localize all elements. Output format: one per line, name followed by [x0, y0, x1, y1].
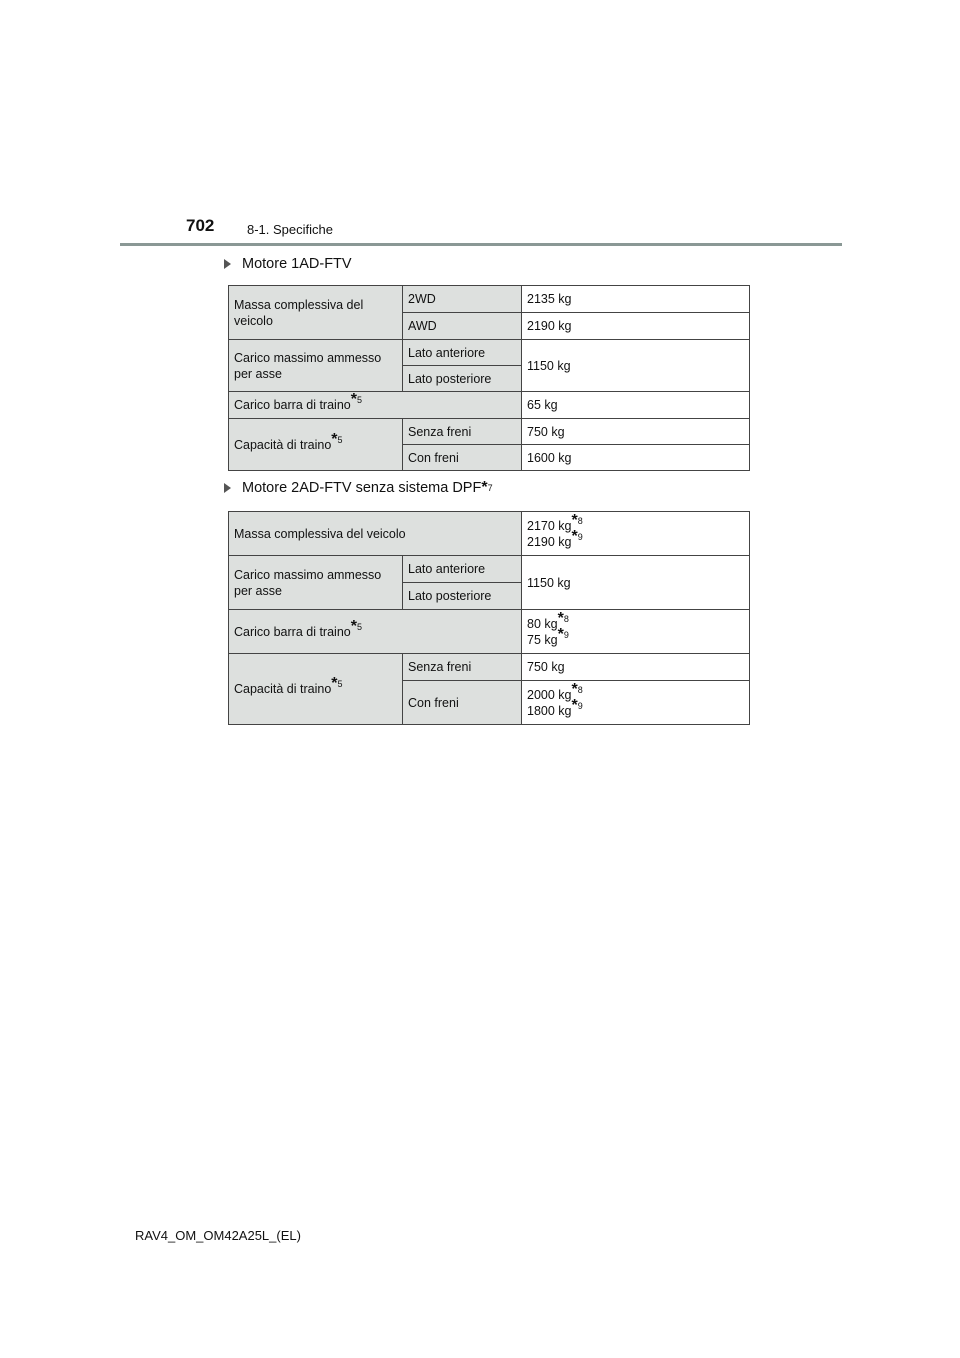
axle-rear-label: Lato posteriore	[403, 583, 522, 610]
footnote-ref: 5	[337, 434, 343, 445]
axle-front-label: Lato anteriore	[403, 340, 522, 366]
triangle-bullet-icon	[224, 483, 231, 493]
engine1-heading	[224, 256, 352, 272]
value-text: 75 kg	[527, 632, 558, 647]
section-title: 8-1. Specifiche	[247, 222, 333, 237]
footnote-ref: 8	[563, 613, 569, 624]
braked-label: Con freni	[403, 445, 522, 471]
footnote-asterisk-icon: *	[557, 609, 564, 627]
footnote-asterisk-icon: *	[571, 680, 578, 698]
unbraked-value: 750 kg	[522, 654, 750, 681]
engine1-spec-table	[228, 285, 750, 471]
value-text: 2000 kg	[527, 687, 572, 702]
unbraked-label: Senza freni	[403, 419, 522, 445]
table-row	[229, 392, 750, 419]
value-text: 2190 kg	[527, 534, 572, 549]
gross-awd-label: AWD	[403, 313, 522, 340]
document-code: RAV4_OM_OM42A25L_(EL)	[135, 1228, 301, 1243]
table-row	[229, 654, 750, 681]
table-row	[229, 419, 750, 445]
gross-2wd-label: 2WD	[403, 286, 522, 313]
value-text: 80 kg	[527, 616, 558, 631]
page-number: 702	[186, 216, 215, 235]
towbar-load-text: Carico barra di traino	[234, 398, 351, 412]
value-text: 1800 kg	[527, 703, 572, 718]
footnote-ref: 9	[563, 629, 569, 640]
header-divider	[120, 243, 842, 246]
footnote-asterisk-icon: *	[350, 617, 357, 635]
towbar-load-values	[522, 610, 750, 654]
axle-load-label: Carico massimo ammesso per asse	[229, 556, 403, 610]
axle-load-value: 1150 kg	[522, 340, 750, 392]
braked-value-b	[527, 696, 744, 719]
towbar-load-text: Carico barra di traino	[234, 624, 351, 639]
axle-load-value: 1150 kg	[522, 556, 750, 610]
footnote-ref: 8	[577, 515, 583, 526]
braked-value: 1600 kg	[522, 445, 750, 471]
footnote-asterisk-icon: *	[331, 430, 338, 448]
triangle-bullet-icon	[224, 259, 231, 269]
towbar-value-b	[527, 625, 744, 648]
footnote-asterisk-icon: *	[571, 511, 578, 529]
footnote-ref: 5	[356, 621, 362, 632]
table-row	[229, 286, 750, 313]
value-text: 2170 kg	[527, 518, 572, 533]
towing-capacity-text: Capacità di traino	[234, 437, 332, 452]
gross-value-a	[527, 511, 744, 534]
towbar-load-value: 65 kg	[522, 392, 750, 419]
gross-awd-value: 2190 kg	[522, 313, 750, 340]
table-row	[229, 512, 750, 556]
gross-value-b	[527, 527, 744, 550]
towing-capacity-text: Capacità di traino	[234, 682, 332, 696]
footnote-ref: 9	[577, 700, 583, 711]
footnote-ref: 5	[337, 679, 343, 689]
braked-value-a	[527, 680, 744, 703]
axle-front-label: Lato anteriore	[403, 556, 522, 583]
braked-label: Con freni	[403, 681, 522, 725]
footnote-ref: 8	[577, 684, 583, 695]
towing-capacity-label	[229, 419, 403, 471]
gross-mass-values	[522, 512, 750, 556]
axle-rear-label: Lato posteriore	[403, 366, 522, 392]
engine1-heading-text: Motore 1AD-FTV	[242, 256, 352, 272]
engine2-spec-table	[228, 511, 750, 725]
engine2-heading: Motore 2AD-FTV senza sistema DPF * 7	[224, 480, 493, 496]
footnote-asterisk-icon: *	[350, 391, 357, 408]
towbar-load-label	[229, 392, 522, 419]
footnote-asterisk-icon: *	[571, 527, 578, 545]
engine2-heading-text: Motore 2AD-FTV senza sistema DPF	[242, 480, 482, 496]
unbraked-value: 750 kg	[522, 419, 750, 445]
footnote-ref: 5	[356, 395, 362, 405]
table-row	[229, 340, 750, 366]
footnote-ref: 9	[577, 531, 583, 542]
gross-mass-label: Massa complessiva del veicolo	[229, 512, 522, 556]
table-row	[229, 556, 750, 583]
axle-load-label: Carico massimo ammesso per asse	[229, 340, 403, 392]
footnote-asterisk-icon: *	[571, 696, 578, 714]
unbraked-label: Senza freni	[403, 654, 522, 681]
footnote-asterisk-icon: *	[331, 675, 338, 692]
towing-capacity-label	[229, 654, 403, 725]
braked-values	[522, 681, 750, 725]
footnote-asterisk-icon: *	[557, 625, 564, 643]
towbar-load-label	[229, 610, 522, 654]
gross-mass-label: Massa complessiva del veicolo	[229, 286, 403, 340]
gross-2wd-value: 2135 kg	[522, 286, 750, 313]
table-row	[229, 610, 750, 654]
